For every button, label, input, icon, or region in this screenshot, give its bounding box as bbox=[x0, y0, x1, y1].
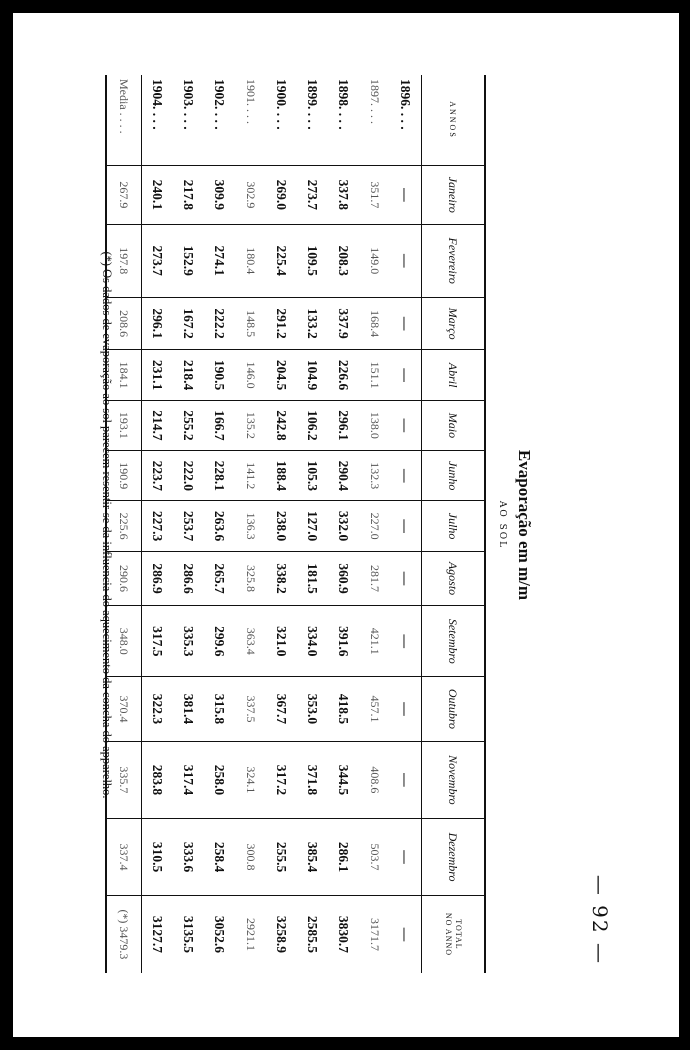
header-novembro: Novembro bbox=[422, 741, 486, 819]
header-row bbox=[422, 75, 486, 973]
value-cell: 228.1 bbox=[204, 451, 235, 501]
value-cell: 109.5 bbox=[297, 224, 328, 297]
value-cell: 457.1 bbox=[359, 677, 390, 741]
value-cell: — bbox=[390, 400, 422, 450]
header-julho: Julho bbox=[422, 501, 486, 551]
table-row bbox=[204, 75, 235, 973]
header-marco: Março bbox=[422, 297, 486, 350]
value-cell: 138.0 bbox=[359, 400, 390, 450]
year-cell: 1898. . . . bbox=[336, 79, 352, 130]
value-cell: 231.1 bbox=[142, 350, 174, 400]
value-cell: 302.9 bbox=[235, 166, 266, 225]
value-cell: 309.9 bbox=[204, 166, 235, 225]
year-cell: 1901. . . . bbox=[244, 79, 258, 124]
header-total bbox=[422, 895, 486, 973]
year-cell: 1899. . . . bbox=[305, 79, 321, 130]
value-cell: — bbox=[390, 297, 422, 350]
value-cell: 317.2 bbox=[266, 741, 297, 819]
table-row bbox=[142, 75, 174, 973]
media-value-cell: 348.0 bbox=[106, 606, 142, 677]
value-cell: 290.4 bbox=[328, 451, 359, 501]
value-cell: 258.0 bbox=[204, 741, 235, 819]
value-cell: 310.5 bbox=[142, 819, 174, 896]
value-cell: 363.4 bbox=[235, 606, 266, 677]
value-cell: 367.7 bbox=[266, 677, 297, 741]
value-cell: 265.7 bbox=[204, 551, 235, 606]
media-value-cell: 337.4 bbox=[106, 819, 142, 896]
year-cell: 1900. . . . bbox=[274, 79, 290, 130]
value-cell: 167.2 bbox=[173, 297, 204, 350]
year-cell: 1902. . . . bbox=[212, 79, 228, 130]
value-cell: 269.0 bbox=[266, 166, 297, 225]
value-cell: — bbox=[390, 166, 422, 225]
header-junho: Junho bbox=[422, 451, 486, 501]
value-cell: — bbox=[390, 741, 422, 819]
value-cell: 317.5 bbox=[142, 606, 174, 677]
page-title: Evaporação em m/m bbox=[515, 449, 534, 601]
header-maio: Maio bbox=[422, 400, 486, 450]
value-cell: 335.3 bbox=[173, 606, 204, 677]
value-cell: — bbox=[390, 350, 422, 400]
evaporation-table bbox=[105, 75, 486, 973]
value-cell: 181.5 bbox=[297, 551, 328, 606]
value-cell: 291.2 bbox=[266, 297, 297, 350]
value-cell: — bbox=[390, 606, 422, 677]
value-cell: 253.7 bbox=[173, 501, 204, 551]
document-page bbox=[13, 13, 679, 1037]
media-value-cell: 370.4 bbox=[106, 677, 142, 741]
value-cell: 132.3 bbox=[359, 451, 390, 501]
value-cell: 263.6 bbox=[204, 501, 235, 551]
value-cell: 418.5 bbox=[328, 677, 359, 741]
media-value-cell: 208.6 bbox=[106, 297, 142, 350]
media-label: Media . . . . bbox=[106, 75, 142, 166]
header-outubro: Outubro bbox=[422, 677, 486, 741]
header-setembro: Setembro bbox=[422, 606, 486, 677]
value-cell: — bbox=[390, 451, 422, 501]
value-cell: — bbox=[390, 551, 422, 606]
value-cell: 258.4 bbox=[204, 819, 235, 896]
value-cell: 141.2 bbox=[235, 451, 266, 501]
value-cell: 105.3 bbox=[297, 451, 328, 501]
value-cell: 334.0 bbox=[297, 606, 328, 677]
value-cell: 148.5 bbox=[235, 297, 266, 350]
table-row bbox=[328, 75, 359, 973]
year-cell: 1903. . . . bbox=[181, 79, 197, 130]
value-cell: 151.1 bbox=[359, 350, 390, 400]
value-cell: 332.0 bbox=[328, 501, 359, 551]
value-cell: 2585.5 bbox=[297, 895, 328, 973]
value-cell: 240.1 bbox=[142, 166, 174, 225]
value-cell: 321.0 bbox=[266, 606, 297, 677]
value-cell: 208.3 bbox=[328, 224, 359, 297]
media-value-cell: 267.9 bbox=[106, 166, 142, 225]
value-cell: 325.8 bbox=[235, 551, 266, 606]
table-row bbox=[235, 75, 266, 973]
value-cell: 286.9 bbox=[142, 551, 174, 606]
value-cell: 166.7 bbox=[204, 400, 235, 450]
value-cell: 299.6 bbox=[204, 606, 235, 677]
value-cell: 238.0 bbox=[266, 501, 297, 551]
media-value-cell: 197.8 bbox=[106, 224, 142, 297]
table-row bbox=[297, 75, 328, 973]
value-cell: 227.0 bbox=[359, 501, 390, 551]
value-cell: 273.7 bbox=[142, 224, 174, 297]
year-cell: 1904. . . . bbox=[150, 79, 166, 130]
value-cell: 2921.1 bbox=[235, 895, 266, 973]
value-cell: 255.2 bbox=[173, 400, 204, 450]
media-value-cell: (*) 3479.3 bbox=[106, 895, 142, 973]
value-cell: 3052.6 bbox=[204, 895, 235, 973]
value-cell: 242.8 bbox=[266, 400, 297, 450]
media-value-cell: 225.6 bbox=[106, 501, 142, 551]
value-cell: 296.1 bbox=[142, 297, 174, 350]
value-cell: 152.9 bbox=[173, 224, 204, 297]
header-total-line2: NO ANNO bbox=[444, 912, 453, 957]
value-cell: 371.8 bbox=[297, 741, 328, 819]
header-abril: Abril bbox=[422, 350, 486, 400]
page-subtitle: AO SOL bbox=[497, 500, 507, 550]
value-cell: 281.7 bbox=[359, 551, 390, 606]
value-cell: 136.3 bbox=[235, 501, 266, 551]
value-cell: 300.8 bbox=[235, 819, 266, 896]
value-cell: 106.2 bbox=[297, 400, 328, 450]
value-cell: 190.5 bbox=[204, 350, 235, 400]
value-cell: 3171.7 bbox=[359, 895, 390, 973]
value-cell: 222.0 bbox=[173, 451, 204, 501]
value-cell: 149.0 bbox=[359, 224, 390, 297]
header-fevereiro: Fevereiro bbox=[422, 224, 486, 297]
value-cell: 214.7 bbox=[142, 400, 174, 450]
media-value-cell: 193.1 bbox=[106, 400, 142, 450]
table-row bbox=[390, 75, 422, 973]
value-cell: — bbox=[390, 224, 422, 297]
value-cell: 274.1 bbox=[204, 224, 235, 297]
year-cell: 1896. . . . bbox=[398, 79, 414, 130]
value-cell: 273.7 bbox=[297, 166, 328, 225]
value-cell: 338.2 bbox=[266, 551, 297, 606]
value-cell: 146.0 bbox=[235, 350, 266, 400]
year-cell: 1897. . . . bbox=[368, 79, 382, 124]
header-annos: ANNOS bbox=[422, 75, 486, 166]
table-row bbox=[359, 75, 390, 973]
value-cell: 337.8 bbox=[328, 166, 359, 225]
header-total-line1: TOTAL bbox=[454, 919, 463, 950]
footnote: (*) Os dados de evaporação ao sol parecem resentir-se da influencia do aquecimento da concha do apparelho. bbox=[100, 251, 114, 799]
value-cell: 286.6 bbox=[173, 551, 204, 606]
value-cell: 180.4 bbox=[235, 224, 266, 297]
value-cell: 385.4 bbox=[297, 819, 328, 896]
value-cell: 421.1 bbox=[359, 606, 390, 677]
value-cell: 3258.9 bbox=[266, 895, 297, 973]
value-cell: 408.6 bbox=[359, 741, 390, 819]
value-cell: 344.5 bbox=[328, 741, 359, 819]
value-cell: 226.6 bbox=[328, 350, 359, 400]
header-janeiro: Janeiro bbox=[422, 166, 486, 225]
value-cell: 337.5 bbox=[235, 677, 266, 741]
value-cell: 222.2 bbox=[204, 297, 235, 350]
value-cell: 133.2 bbox=[297, 297, 328, 350]
table-body bbox=[106, 75, 422, 973]
value-cell: 255.5 bbox=[266, 819, 297, 896]
value-cell: 503.7 bbox=[359, 819, 390, 896]
value-cell: — bbox=[390, 501, 422, 551]
value-cell: 296.1 bbox=[328, 400, 359, 450]
value-cell: 360.9 bbox=[328, 551, 359, 606]
value-cell: 283.8 bbox=[142, 741, 174, 819]
value-cell: 3127.7 bbox=[142, 895, 174, 973]
value-cell: 353.0 bbox=[297, 677, 328, 741]
value-cell: 317.4 bbox=[173, 741, 204, 819]
value-cell: — bbox=[390, 895, 422, 973]
value-cell: 135.2 bbox=[235, 400, 266, 450]
value-cell: 225.4 bbox=[266, 224, 297, 297]
value-cell: 204.5 bbox=[266, 350, 297, 400]
value-cell: 188.4 bbox=[266, 451, 297, 501]
value-cell: 351.7 bbox=[359, 166, 390, 225]
value-cell: 168.4 bbox=[359, 297, 390, 350]
value-cell: 127.0 bbox=[297, 501, 328, 551]
value-cell: 104.9 bbox=[297, 350, 328, 400]
media-value-cell: 184.1 bbox=[106, 350, 142, 400]
table-row bbox=[173, 75, 204, 973]
value-cell: 3135.5 bbox=[173, 895, 204, 973]
media-value-cell: 335.7 bbox=[106, 741, 142, 819]
header-dezembro: Dezembro bbox=[422, 819, 486, 896]
table-row bbox=[266, 75, 297, 973]
value-cell: 218.4 bbox=[173, 350, 204, 400]
value-cell: 3830.7 bbox=[328, 895, 359, 973]
rotated-content bbox=[66, 65, 626, 985]
value-cell: — bbox=[390, 819, 422, 896]
value-cell: 391.6 bbox=[328, 606, 359, 677]
value-cell: 286.1 bbox=[328, 819, 359, 896]
media-value-cell: 190.9 bbox=[106, 451, 142, 501]
value-cell: 227.3 bbox=[142, 501, 174, 551]
value-cell: 324.1 bbox=[235, 741, 266, 819]
value-cell: 223.7 bbox=[142, 451, 174, 501]
page-number: — 92 — bbox=[588, 874, 612, 965]
value-cell: 217.8 bbox=[173, 166, 204, 225]
value-cell: 322.3 bbox=[142, 677, 174, 741]
value-cell: 315.8 bbox=[204, 677, 235, 741]
value-cell: 381.4 bbox=[173, 677, 204, 741]
value-cell: 337.9 bbox=[328, 297, 359, 350]
value-cell: 333.6 bbox=[173, 819, 204, 896]
header-agosto: Agosto bbox=[422, 551, 486, 606]
value-cell: — bbox=[390, 677, 422, 741]
media-value-cell: 290.6 bbox=[106, 551, 142, 606]
